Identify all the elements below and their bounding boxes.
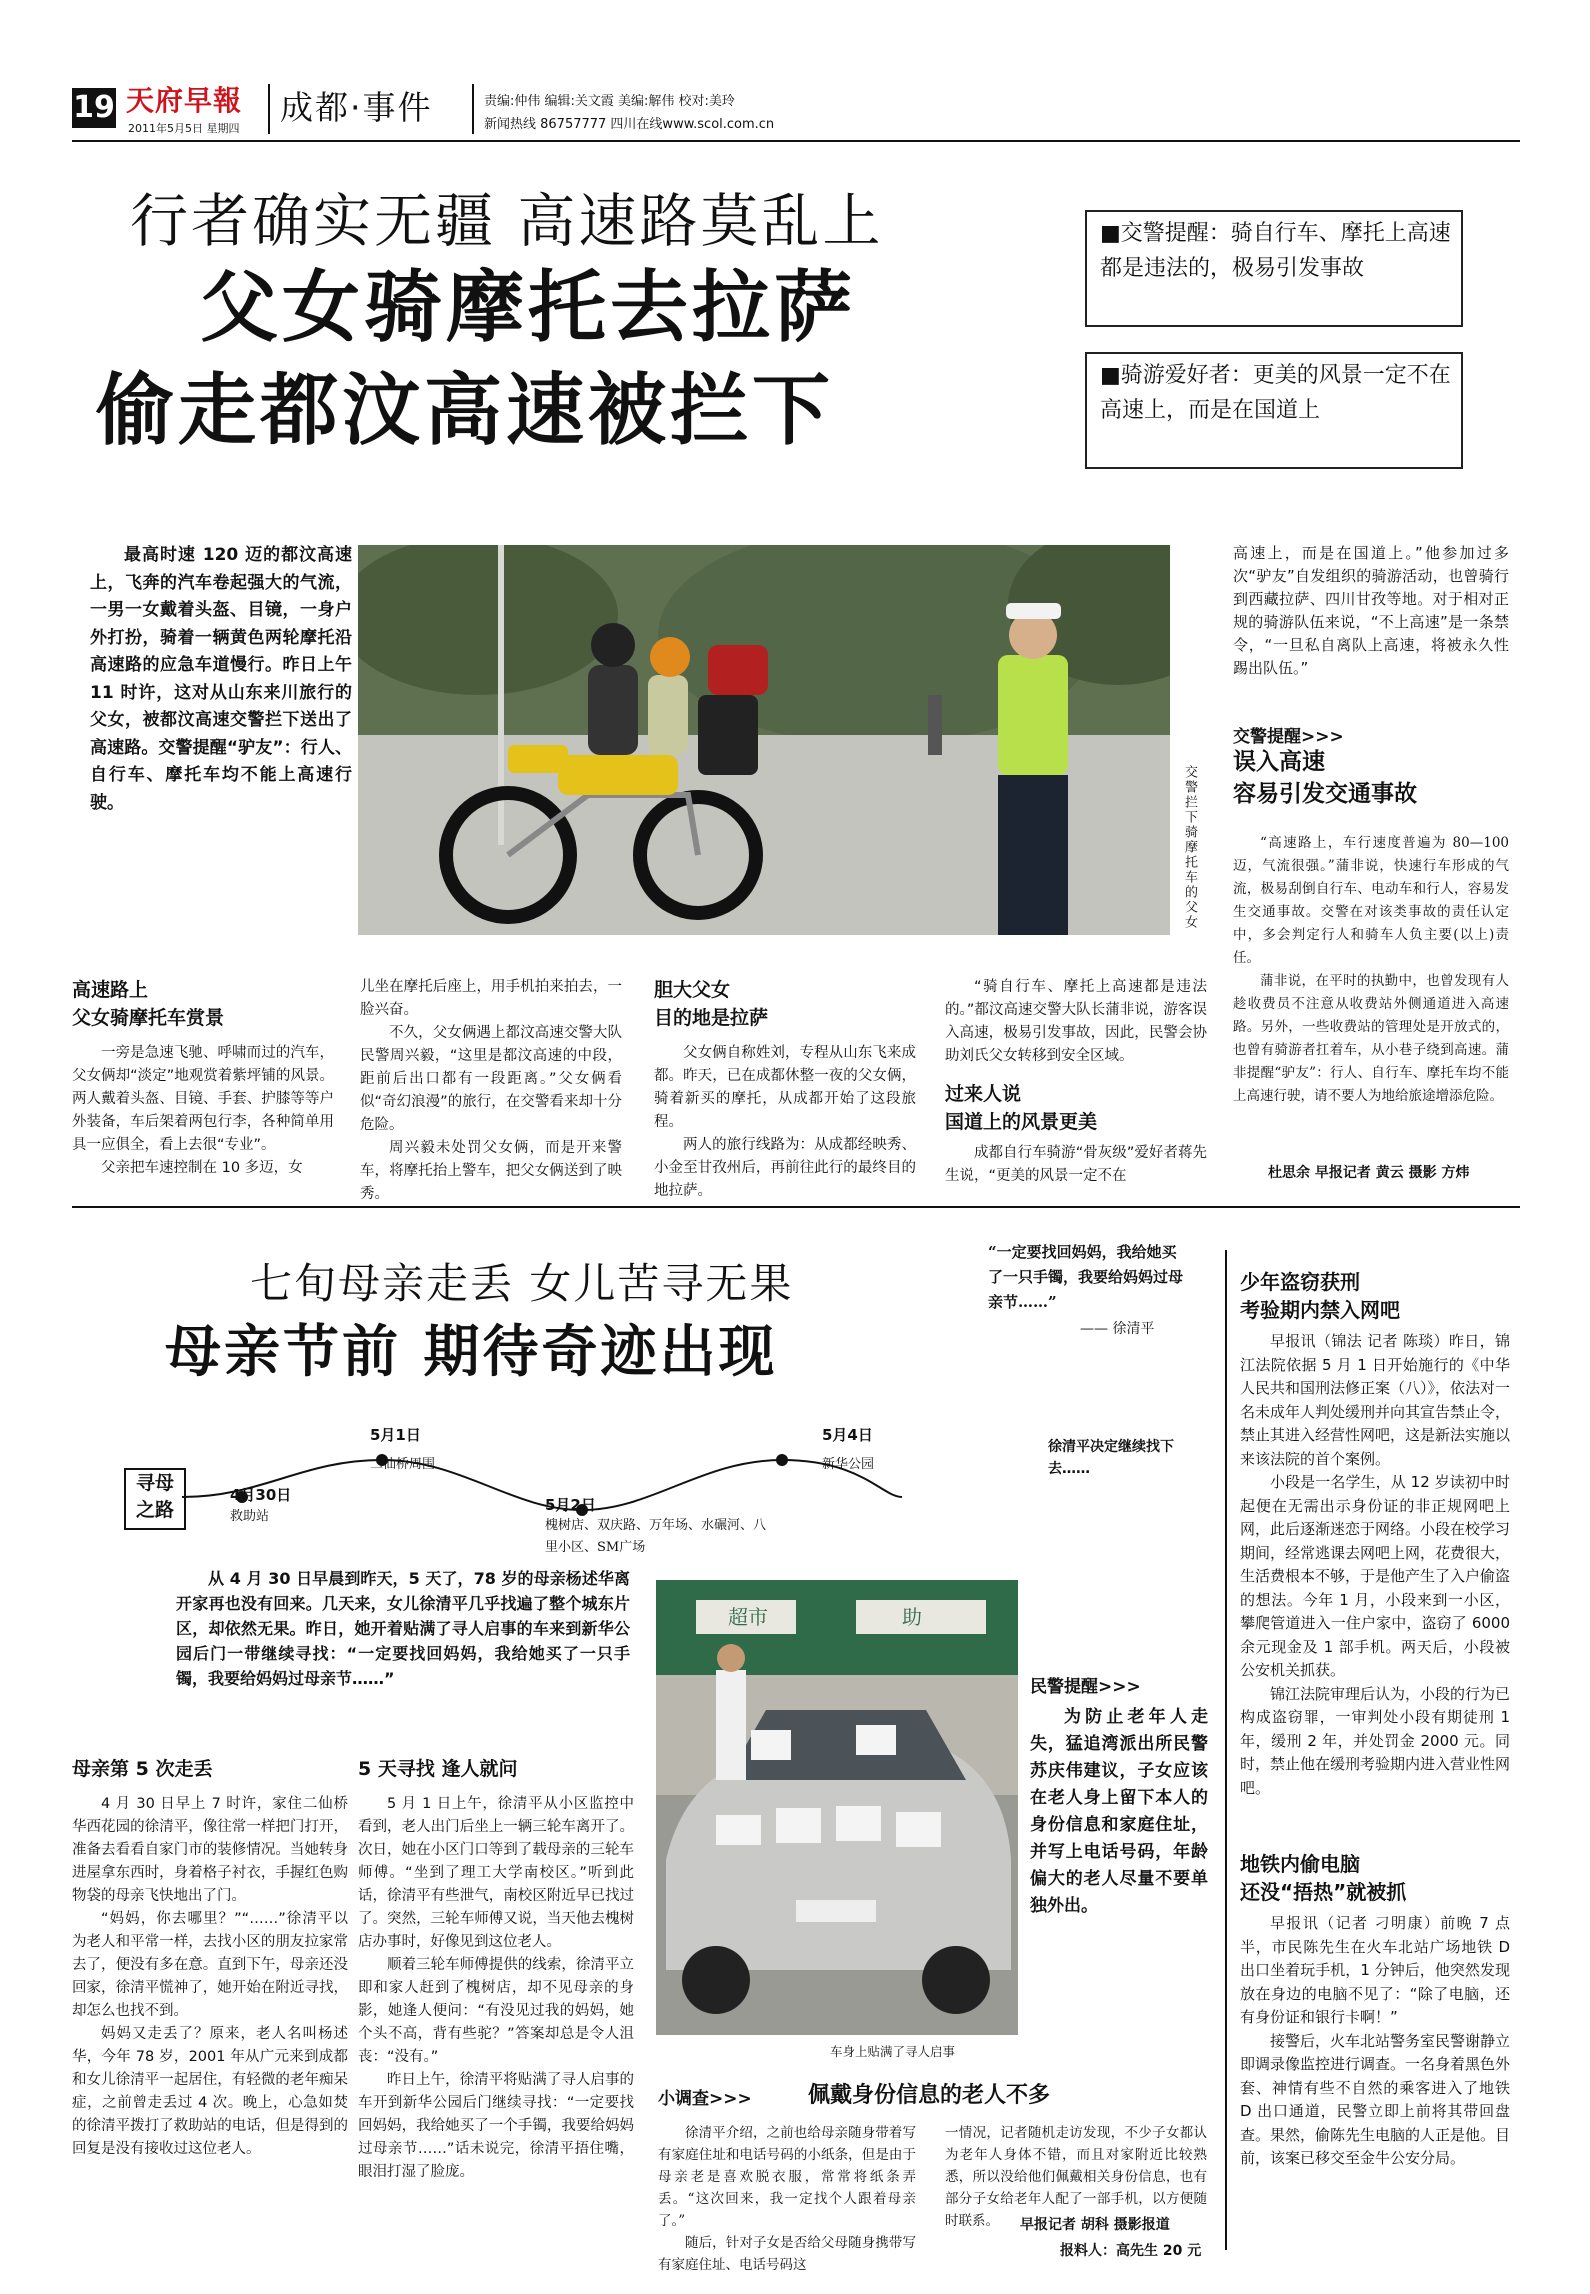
issue-date: 2011年5月5日 星期四 <box>128 122 240 135</box>
daughter-quote-attribution: —— 徐清平 <box>1080 1321 1155 1337</box>
motorcycle-photo <box>358 545 1170 935</box>
story1-col1-para1: 一旁是急速飞驰、呼啸而过的汽车，父女俩却“淡定”地观赏着紫坪铺的风景。两人戴着头盔、目镜、手套、护膝等等户外装备，车后架着两包行李，各种简单用具一应俱全，看上去很“专业”。 <box>72 1045 334 1153</box>
police-advice-text: 为防止老年人走失，猛追湾派出所民警苏庆伟建议，子女应该在老人身上留下本人的身份信息和家庭住址，并写上电话号码，年龄偏大的老人尽量不要单独外出。 <box>1030 1707 1208 1916</box>
brief2 <box>1240 1850 1510 2171</box>
section-rule <box>72 1206 1520 1208</box>
traffic-tip-text <box>1233 832 1509 1108</box>
traffic-tip-para1: “高速路上，车行速度普遍为 80—100 迈，气流很强。”蒲非说，快速行车形成的气流，极易刮倒自行车、电动车和行人，容易发生交通事故。交警在对该类事故的责任认定中，多会判定行人和骑车人负主要(以上)责任。 <box>1233 835 1509 966</box>
brief2-text <box>1240 1912 1510 2171</box>
timeline-stop-1-place: 救助站 <box>230 1509 270 1524</box>
section-title: 成都·事件 <box>280 88 433 127</box>
police-tip-text: ■交警提醒：骑自行车、摩托上高速都是违法的，极易引发事故 <box>1100 221 1451 281</box>
brief1-para3: 锦江法院审理后认为，小段的行为已构成盗窃罪，一审判处小段有期徒刑 1 年，缓刑 2 年，并处罚金 2000 元。同时，禁止他在缓刑考验期内进入营业性网吧。 <box>1240 1684 1511 1797</box>
story1-byline: 杜思余 早报记者 黄云 摄影 方炜 <box>1268 1165 1470 1181</box>
story2-col1-para1: 4 月 30 日早上 7 时许，家住二仙桥华西花园的徐清平，像往常一样把门打开，准备去看看自家门市的装修情况。当她转身进屋拿东西时，身着格子衬衣，手握红色购物袋的母亲飞快地出了门。 <box>72 1796 348 1904</box>
police-advice-label: 民警提醒>>> <box>1030 1677 1141 1697</box>
story1-col3 <box>654 976 916 1203</box>
story2-col1 <box>72 1755 348 2161</box>
timeline-stop-3-date: 5月2日 <box>545 1496 596 1514</box>
story2-headline: 母亲节前 期待奇迹出现 <box>165 1320 778 1385</box>
story1-col4 <box>945 976 1207 1188</box>
traffic-tip-title2: 容易引发交通事故 <box>1233 781 1417 807</box>
brief2-para1: 早报讯（记者 刁明康）前晚 7 点半，市民陈先生在火车北站广场地铁 D 出口坐着玩手机，1 分钟后，他突然发现放在身边的电脑不见了：“除了电脑，还有身份证和银行卡啊！” <box>1240 1914 1510 2026</box>
story2-col2-para2: 顺着三轮车师傅提供的线索，徐清平立即和家人赶到了槐树店，却不见母亲的身影，她逢人便问：“有没见过我的妈妈，她个头不高，背有些驼？”答案却总是令人沮丧：“没有。” <box>358 1957 634 2065</box>
story1-col4-text2 <box>945 1142 1207 1188</box>
brief1 <box>1240 1268 1510 1800</box>
timeline-stop-1-date: 4月30日 <box>230 1486 292 1504</box>
traffic-tip-title1: 误入高速 <box>1233 749 1325 775</box>
survey-label: 小调查>>> <box>658 2089 752 2109</box>
brief1-para1: 早报讯（锦法 记者 陈琰）昨日，锦江法院依据 5 月 1 日开始施行的《中华人民共和国刑法修正案（八）》，依法对一名未成年人判处缓刑并向其宣告禁止令，禁止其进入经营性网吧，这是新法实施以来该法院的首个案例。 <box>1240 1332 1511 1468</box>
brief1-title-line1: 少年盗窃获刑 <box>1240 1270 1360 1294</box>
story1-col3-para1: 父女俩自称姓刘，专程从山东飞来成都。昨天，已在成都休整一夜的父女俩，骑着新买的摩托，从成都开始了这段旅程。 <box>654 1045 916 1130</box>
search-route-badge-line1: 寻母 <box>135 1472 174 1494</box>
story2-section1-title: 母亲第 5 次走丢 <box>72 1758 213 1780</box>
timeline-stop-2 <box>370 1424 435 1472</box>
story1-kicker: 行者确实无疆 高速路莫乱上 <box>130 187 884 255</box>
survey-para2: 随后，针对子女是否给父母随身携带写有家庭住址、电话号码这 <box>658 2235 916 2273</box>
survey-para3: 一情况，记者随机走访发现，不少子女都认为老年人身体不错，而且对家附近比较熟悉，所以没给他们佩戴相关身份信息，也有部分子女给老年人配了一部手机，以方便随时联系。 <box>945 2125 1207 2229</box>
story1-lead: 最高时速 120 迈的都汶高速上，飞奔的汽车卷起强大的气流，一男一女戴着头盔、目镜，一身户外打扮，骑着一辆黄色两轮摩托沿高速路的应急车道慢行。昨日上午 11 时许，这对从山东来川旅行的父女，被都汶高速交警拦下送出了高速路。交警提醒“驴友”：行人、自行车、摩托车均不能上高速行驶。 <box>90 545 352 813</box>
car-photo-illustration <box>656 1580 1018 2035</box>
story1-col2 <box>360 976 622 1206</box>
story2-lead: 从 4 月 30 日早晨到昨天，5 天了，78 岁的母亲杨述华离开家再也没有回来。几天来，女儿徐清平几乎找遍了整个城东片区，却依然无果。昨日，她开着贴满了寻人启事的车来到新华公园后门一带继续寻找：“一定要找回妈妈，我给她买了一只手镯，我要给妈妈过母亲节……” <box>176 1569 630 1688</box>
story2-col2-para3: 昨日上午，徐清平将贴满了寻人启事的车开到新华公园后门继续寻找：“一定要找回妈妈，我给她买了一个手镯，我要给妈妈过母亲节……”话未说完，徐清平捂住嘴，眼泪打湿了脸庞。 <box>358 2072 634 2180</box>
story1-col4-para2: 成都自行车骑游“骨灰级”爱好者蒋先生说，“更美的风景一定不在 <box>945 1145 1207 1184</box>
search-route-badge-line2: 之路 <box>135 1499 174 1521</box>
timeline-stop-1 <box>230 1484 291 1524</box>
editor-credits: 责编:仲伟 编辑:关文霞 美编:解伟 校对:美玲 <box>484 94 735 109</box>
story2-col2-text <box>358 1793 634 2184</box>
timeline-stop-2-date: 5月1日 <box>370 1426 421 1444</box>
story2-col1-para2: “妈妈，你去哪里？”“……”徐清平以为老人和平常一样，去找小区的朋友拉家常去了，便没有多在意。直到下午，母亲还没回家，徐清平慌神了，她开始在附近寻找，却怎么也找不到。 <box>72 1911 348 2019</box>
newspaper-logo: 天府早報 <box>126 84 243 117</box>
story1-col1-text <box>72 1042 334 1180</box>
timeline-stop-2-place: 二仙桥周围 <box>370 1457 436 1472</box>
story1-col3-para2: 两人的旅行线路为：从成都经映秀、小金至甘孜州后，再前往此行的最终目的地拉萨。 <box>654 1137 916 1199</box>
daughter-quote: “一定要找回妈妈，我给她买了一只手镯，我要给妈妈过母亲节……” <box>988 1243 1184 1311</box>
brief1-title-line2: 考验期内禁入网吧 <box>1240 1298 1400 1322</box>
story1-col2-para1: 不久，父女俩遇上都汶高速交警大队民警周兴毅，“这里是都汶高速的中段，距前后出口都有一段距离。”父女俩看似“奇幻浪漫”的旅行，在交警看来却十分危险。 <box>360 1025 622 1133</box>
story1-subhead3a: 胆大父女 <box>654 979 731 1001</box>
story2-section2-title: 5 天寻找 逢人就问 <box>358 1758 518 1780</box>
motorcycle-photo-caption: 交警拦下骑摩托车的父女 <box>1182 765 1197 930</box>
timeline-end: 徐清平决定继续找下去…… <box>1048 1439 1174 1477</box>
story1-col4-para1: “骑自行车、摩托上高速都是违法的。”都汶高速交警大队长蒲非说，游客误入高速，极易引发事故，因此，民警会协助刘氏父女转移到安全区域。 <box>945 979 1207 1064</box>
story1-col1-para2: 父亲把车速控制在 10 多迈，女 <box>101 1160 303 1176</box>
story1-col1 <box>72 976 334 1180</box>
brief2-title-line2: 还没“捂热”就被抓 <box>1240 1880 1407 1904</box>
timeline-stop-4-place: 新华公园 <box>822 1457 875 1472</box>
story2-col1-para3: 妈妈又走丢了？原来，老人名叫杨述华，今年 78 岁，2001 年从广元来到成都和女儿徐清平一起居住，有轻微的老年痴呆症，之前曾走丢过 4 次。晚上，心急如焚的徐清平拨打了救助站的电话，但是得到的回复是没有接收过这位老人。 <box>72 2026 348 2157</box>
car-photo-caption: 车身上贴满了寻人启事 <box>830 2044 956 2059</box>
shop-sign-right: 助 <box>902 1605 922 1629</box>
story1-col4-text <box>945 976 1207 1068</box>
story1-headline-line1: 父女骑摩托去拉萨 <box>200 263 857 353</box>
traffic-tip-para2: 蒲非说，在平时的执勤中，也曾发现有人趁收费员不注意从收费站外侧通道进入高速路。另外，一些收费站的管理处是开放式的，也曾有骑游者扛着车，从小巷子绕到高速。蒲非提醒“驴友”：行人、自行车、摩托车均不能上高速行驶，请不要人为地给旅途增添危险。 <box>1233 973 1509 1104</box>
story2-col2 <box>358 1755 634 2184</box>
story1-subhead1a: 高速路上 <box>72 979 149 1001</box>
story1-col3-text <box>654 1042 916 1203</box>
header-rule <box>72 140 1520 142</box>
news-hotline: 新闻热线 86757777 四川在线www.scol.com.cn <box>484 117 775 132</box>
story1-subhead3b: 目的地是拉萨 <box>654 1007 769 1029</box>
search-route-badge <box>124 1468 186 1530</box>
timeline-stop-3-place: 槐树店、双庆路、万年场、水碾河、八里小区、SM广场 <box>545 1518 767 1555</box>
story1-subhead1b: 父女骑摩托车赏景 <box>72 1007 225 1029</box>
story1-col2-para0: 儿坐在摩托后座上，用手机拍来拍去，一脸兴奋。 <box>360 979 622 1018</box>
rider-tip-text: ■骑游爱好者：更美的风景一定不在高速上，而是在国道上 <box>1100 363 1451 423</box>
brief2-title-line1: 地铁内偷电脑 <box>1240 1852 1360 1876</box>
story1-col2-para2: 周兴毅未处罚父女俩，而是开来警车，将摩托抬上警车，把父女俩送到了映秀。 <box>360 1140 622 1202</box>
timeline-stop-4 <box>822 1424 874 1472</box>
tipster-reward: 报料人：高先生 20 元 <box>1060 2243 1202 2259</box>
header-divider <box>268 84 270 134</box>
timeline-stop-4-date: 5月4日 <box>822 1426 873 1444</box>
motorcycle-photo-illustration <box>358 545 1170 935</box>
car-photo <box>656 1580 1018 2035</box>
brief1-para2: 小段是一名学生，从 12 岁读初中时起便在无需出示身份证的非正规网吧上网，此后逐渐迷恋于网络。小段在校学习期间，经常逃课去网吧上网，花费很大，生活费根本不够，于是他产生了入户偷盗的想法。今年 1 月，小段来到一小区，攀爬管道进入一住户家中，盗窃了 6000 余元现金及 1 部手机。两天后，小段被公安机关抓获。 <box>1240 1473 1511 1679</box>
brief1-text <box>1240 1330 1510 1800</box>
survey-col1 <box>658 2122 916 2276</box>
brief2-para2: 接警后，火车北站警务室民警谢静立即调录像监控进行调查。一名身着黑色外套、神情有些不自然的乘客进入了地铁 D 出口通道，民警立即上前将其带回盘查。果然，偷陈先生电脑的人正是他。目前，该案已移交至金牛公安分局。 <box>1240 2031 1511 2167</box>
story1-headline-line2: 偷走都汶高速被拦下 <box>96 366 835 456</box>
page-number-badge: 19 <box>72 88 116 128</box>
story1-right-column-text: 高速上，而是在国道上。”他参加过多次“驴友”自发组织的骑游活动，也曾骑行到西藏拉萨、四川甘孜等地。对于相对正规的骑游队伍来说，“不上高速”是一条禁令，“一旦私自离队上高速，将被永久性踢出队伍。” <box>1233 544 1509 677</box>
survey-para1: 徐清平介绍，之前也给母亲随身带着写有家庭住址和电话号码的小纸条，但是由于母亲老是喜欢脱衣服，常常将纸条弄丢。“这次回来，我一定找个人跟着母亲了。” <box>658 2125 916 2229</box>
story2-byline: 早报记者 胡科 摄影报道 <box>1020 2217 1170 2233</box>
timeline-stop-3 <box>545 1494 770 1559</box>
story1-subhead4a: 过来人说 <box>945 1083 1022 1105</box>
shop-sign-left: 超市 <box>728 1605 768 1629</box>
story2-col2-para1: 5 月 1 日上午，徐清平从小区监控中看到，老人出门后坐上一辆三轮车离开了。次日，她在小区门口等到了载母亲的三轮车师傅。“坐到了理工大学南校区。”听到此话，徐清平有些泄气，南校区附近早已找过了。突然，三轮车师傅又说，当天他去槐树店办事时，好像见到这位老人。 <box>358 1796 634 1950</box>
story1-subhead4b: 国道上的风景更美 <box>945 1111 1098 1133</box>
story2-kicker: 七旬母亲走丢 女儿苦寻无果 <box>250 1259 794 1308</box>
story2-col1-text <box>72 1793 348 2161</box>
traffic-tip-label: 交警提醒>>> <box>1233 727 1344 747</box>
briefs-column-divider <box>1225 1250 1227 2250</box>
header-divider-2 <box>472 84 474 134</box>
survey-title: 佩戴身份信息的老人不多 <box>808 2083 1051 2108</box>
